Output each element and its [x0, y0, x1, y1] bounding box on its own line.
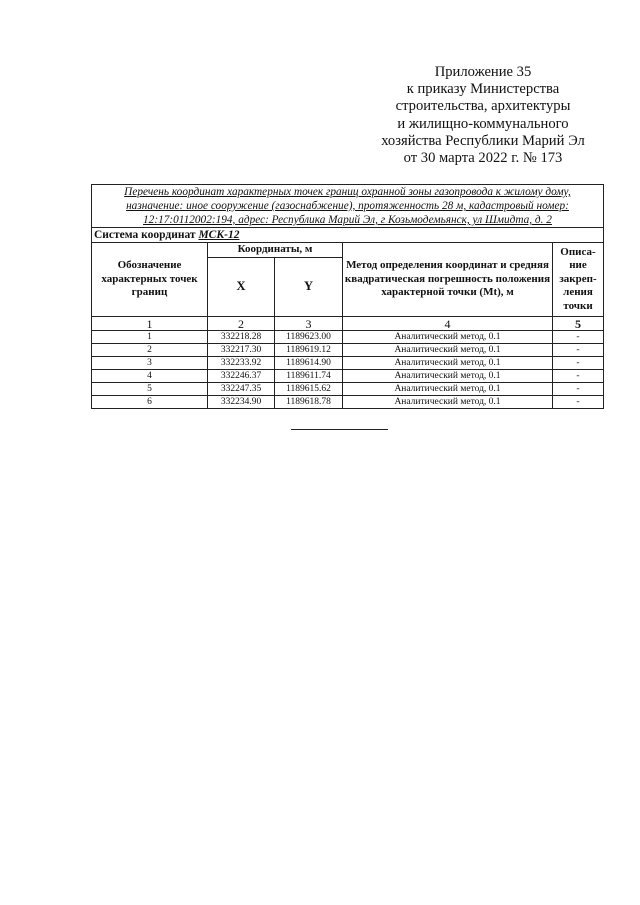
table-caption: [92, 185, 604, 228]
cell-y: 1189618.78: [275, 396, 343, 409]
table-row: [92, 383, 604, 396]
system-value: МСК-12: [198, 228, 240, 241]
cell-y: 1189611.74: [275, 370, 343, 383]
cell-x: 332217.30: [208, 344, 275, 357]
cell-x: 332234.90: [208, 396, 275, 409]
cell-method: Аналитический метод, 0.1: [343, 357, 553, 370]
cell-x: 332218.28: [208, 331, 275, 344]
header-y: Y: [275, 258, 343, 317]
cell-point: 2: [92, 344, 208, 357]
cell-point: 6: [92, 396, 208, 409]
system-label: Система координат: [94, 228, 196, 241]
column-number: 2: [208, 317, 275, 331]
header-row: [92, 243, 604, 258]
header-method: Метод определения координат и средняя квадратическая погрешность положения характерной точки (Mt), м: [343, 243, 553, 317]
header-coords: Координаты, м: [208, 243, 343, 258]
column-numbers-row: [92, 317, 604, 331]
caption-row: [92, 185, 604, 228]
cell-method: Аналитический метод, 0.1: [343, 331, 553, 344]
coordinate-system: [92, 228, 604, 243]
cell-x: 332246.37: [208, 370, 275, 383]
appendix-line: от 30 марта 2022 г. № 173: [403, 150, 563, 167]
system-row: [92, 228, 604, 243]
header-points: Обозначение характерных точек границ: [92, 243, 208, 317]
appendix-line: строительства, архитектуры: [395, 98, 571, 115]
appendix-line: Приложение 35: [434, 64, 532, 80]
appendix-line: хозяйства Республики Марий Эл: [381, 132, 585, 149]
cell-y: 1189623.00: [275, 331, 343, 344]
caption-line: 12:17:0112002:194, адрес: Республика Марий Эл, г Козьмодемьянск, ул Шмидта, д. 2: [143, 214, 552, 226]
cell-description: -: [553, 396, 604, 409]
header-description: Описа-ние закреп-ления точки: [553, 243, 604, 317]
cell-y: 1189619.12: [275, 344, 343, 357]
cell-description: -: [553, 370, 604, 383]
column-number: 5: [553, 317, 604, 331]
cell-method: Аналитический метод, 0.1: [343, 396, 553, 409]
cell-point: 3: [92, 357, 208, 370]
table-row: [92, 357, 604, 370]
cell-description: -: [553, 344, 604, 357]
cell-method: Аналитический метод, 0.1: [343, 383, 553, 396]
cell-point: 4: [92, 370, 208, 383]
coordinates-table: [91, 184, 604, 409]
table-row: [92, 331, 604, 344]
appendix-line: и жилищно-коммунального: [397, 115, 569, 132]
cell-description: -: [553, 357, 604, 370]
cell-method: Аналитический метод, 0.1: [343, 344, 553, 357]
caption-line: Перечень координат характерных точек границ охранной зоны газопровода к жилому дому,: [124, 186, 571, 198]
caption-line: назначение: иное сооружение (газоснабжение), протяженность 28 м, кадастровый номер:: [126, 200, 569, 212]
appendix-line: к приказу Министерства: [406, 81, 560, 98]
cell-method: Аналитический метод, 0.1: [343, 370, 553, 383]
header-x: X: [208, 258, 275, 317]
table-row: [92, 344, 604, 357]
column-number: 3: [275, 317, 343, 331]
appendix-header: [352, 64, 614, 167]
table-row: [92, 370, 604, 383]
cell-point: 1: [92, 331, 208, 344]
end-separator-line: [291, 429, 388, 430]
cell-description: -: [553, 331, 604, 344]
cell-y: 1189615.62: [275, 383, 343, 396]
column-number: 1: [92, 317, 208, 331]
cell-x: 332233.92: [208, 357, 275, 370]
cell-point: 5: [92, 383, 208, 396]
cell-x: 332247.35: [208, 383, 275, 396]
column-number: 4: [343, 317, 553, 331]
cell-description: -: [553, 383, 604, 396]
table-row: [92, 396, 604, 409]
cell-y: 1189614.90: [275, 357, 343, 370]
